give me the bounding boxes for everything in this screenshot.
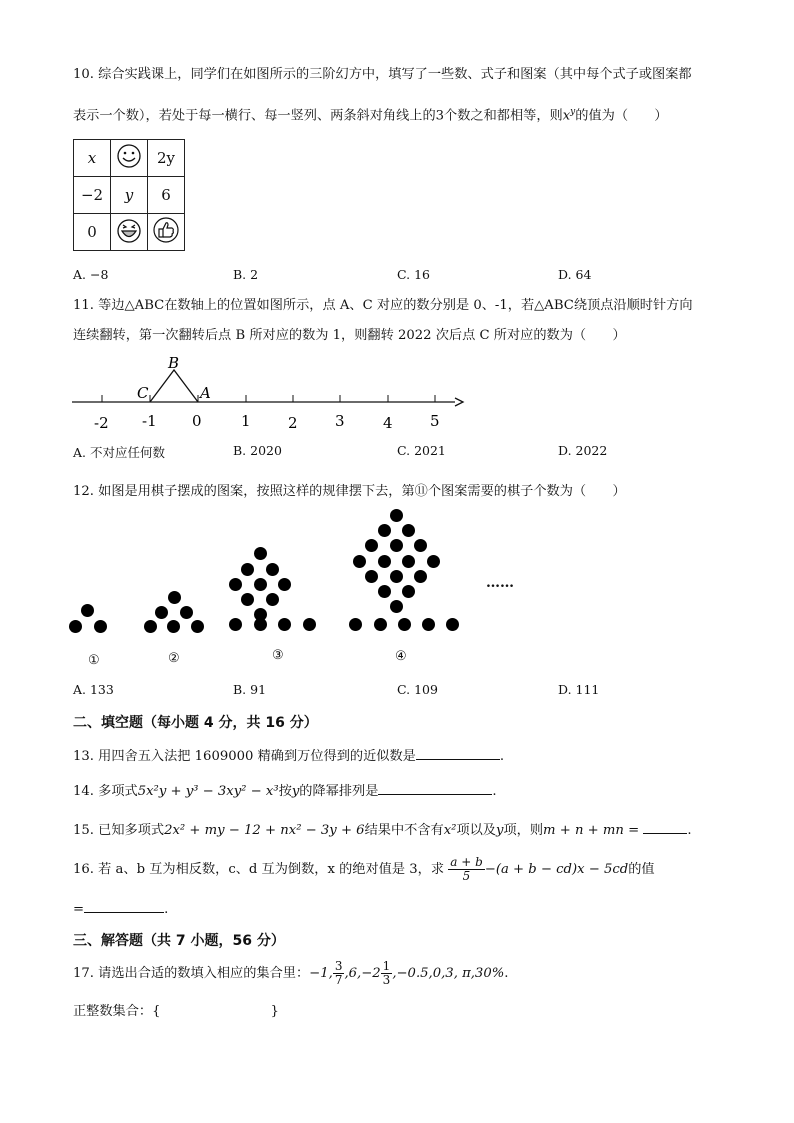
cell-y: y	[111, 177, 148, 214]
chess-piece-dot	[81, 604, 94, 617]
q12-option-c[interactable]: C. 109	[397, 682, 438, 697]
chess-piece-dot	[398, 618, 411, 631]
q16-line1: 16. 若 a、b 互为相反数，c、d 互为倒数，x 的绝对值是 3，求 $\frac{a + b}{5}$ −(a + b − cd)x − 5cd的值	[73, 855, 655, 883]
chess-piece-dot	[94, 620, 107, 633]
chess-piece-dot	[69, 620, 82, 633]
tick-label: 2	[288, 414, 298, 432]
answer-blank-13[interactable]	[416, 746, 500, 760]
chess-piece-dot	[144, 620, 157, 633]
pattern-label-1: ①	[88, 653, 100, 668]
chess-piece-dot	[446, 618, 459, 631]
tick-label: 1	[241, 412, 251, 430]
chess-piece-dot	[266, 593, 279, 606]
chess-piece-dot	[390, 600, 403, 613]
chess-piece-dot	[378, 524, 391, 537]
tick-label: 4	[383, 414, 393, 432]
chess-piece-dot	[402, 524, 415, 537]
chess-piece-dot	[390, 570, 403, 583]
chess-piece-dot	[168, 591, 181, 604]
answer-blank-14[interactable]	[378, 781, 492, 795]
q12-option-b[interactable]: B. 91	[233, 682, 267, 697]
chess-piece-dot	[254, 618, 267, 631]
answer-blank-15[interactable]	[643, 820, 687, 834]
q11-line2: 连续翻转，第一次翻转后点 B 所对应的数为 1，则翻转 2022 次后点 C 所对应的数为（ ）	[73, 328, 626, 343]
pattern-label-2: ②	[168, 651, 180, 666]
chess-piece-dot	[155, 606, 168, 619]
triangle-abc	[150, 370, 198, 402]
chess-piece-dot	[191, 620, 204, 633]
label-a: A	[200, 384, 211, 402]
q12-option-a[interactable]: A. 133	[73, 682, 114, 697]
tick-label: 3	[335, 412, 345, 430]
fraction-a-plus-b-over-5: $\frac{a + b}{5}$	[450, 855, 483, 883]
number-line-figure	[70, 350, 470, 435]
label-c: C	[137, 384, 149, 402]
cell-2y: 2y	[148, 140, 185, 177]
chess-piece-dot	[378, 555, 391, 568]
chess-piece-dot	[278, 618, 291, 631]
chess-piece-dot	[167, 620, 180, 633]
tick-label: -2	[94, 414, 109, 432]
chess-piece-dot	[353, 555, 366, 568]
chess-piece-dot	[374, 618, 387, 631]
ellipsis: ……	[486, 575, 514, 591]
q15: 15. 已知多项式2x² + my − 12 + nx² − 3y + 6结果中不含有x²项以及y项，则m + n + mn = .	[73, 820, 692, 840]
tick-label: 0	[192, 412, 202, 430]
chess-piece-dot	[254, 578, 267, 591]
pattern-label-4: ④	[395, 649, 407, 664]
pattern-label-3: ③	[272, 648, 284, 663]
laughing-face-icon	[111, 214, 148, 251]
q10-option-c[interactable]: C. 16	[397, 267, 430, 282]
chess-piece-dot	[402, 585, 415, 598]
chess-piece-dot	[349, 618, 362, 631]
chess-piece-dot	[241, 563, 254, 576]
magic-square	[73, 139, 185, 251]
q11-option-a[interactable]: A. 不对应任何数	[73, 445, 165, 460]
chess-piece-dot	[427, 555, 440, 568]
q10-line2: 表示一个数），若处于每一横行、每一竖列、两条斜对角线上的3个数之和都相等，则$x^y$的值为（ ）	[73, 107, 668, 124]
chess-piece-dot	[229, 578, 242, 591]
chess-piece-dot	[390, 539, 403, 552]
chess-piece-dot	[378, 585, 391, 598]
cell-x: x	[74, 140, 111, 177]
section-3-heading: 三、解答题（共 7 小题，56 分）	[73, 933, 285, 949]
chess-piece-dot	[241, 593, 254, 606]
thumbs-up-icon	[148, 214, 185, 251]
chess-piece-dot	[390, 509, 403, 522]
q11-option-d[interactable]: D. 2022	[558, 443, 608, 458]
chess-piece-dot	[414, 539, 427, 552]
q10-option-a[interactable]: A. −8	[73, 267, 109, 282]
chess-piece-dot	[278, 578, 291, 591]
q12-line1: 12. 如图是用棋子摆成的图案，按照这样的规律摆下去，第⑪个图案需要的棋子个数为（ ）	[73, 484, 626, 499]
tick-label: 5	[430, 412, 440, 430]
q13: 13. 用四舍五入法把 1609000 精确到万位得到的近似数是 .	[73, 746, 504, 766]
chess-piece-dot	[414, 570, 427, 583]
cell-6: 6	[148, 177, 185, 214]
section-2-heading: 二、填空题（每小题 4 分，共 16 分）	[73, 715, 318, 731]
chess-piece-dot	[303, 618, 316, 631]
q10-option-d[interactable]: D. 64	[558, 267, 592, 282]
q11-option-c[interactable]: C. 2021	[397, 443, 446, 458]
q11-option-b[interactable]: B. 2020	[233, 443, 282, 458]
label-b: B	[168, 354, 180, 372]
chess-piece-dot	[254, 608, 267, 621]
chess-piece-dot	[422, 618, 435, 631]
chess-piece-dot	[365, 570, 378, 583]
chess-piece-dot	[180, 606, 193, 619]
q10-line1: 10. 综合实践课上，同学们在如图所示的三阶幻方中，填写了一些数、式子和图案（其中每个式子或图案都	[73, 67, 692, 82]
smiley-face-icon	[111, 140, 148, 177]
q12-option-d[interactable]: D. 111	[558, 682, 600, 697]
q16-line2: = .	[73, 899, 168, 919]
q14: 14. 多项式5x²y + y³ − 3xy² − x³按y的降幂排列是 .	[73, 781, 497, 801]
q11-line1: 11. 等边△ABC在数轴上的位置如图所示，点 A、C 对应的数分别是 0、-1，若△ABC绕顶点沿顺时针方向	[73, 298, 693, 313]
chess-piece-dot	[402, 555, 415, 568]
positive-integer-set[interactable]: 正整数集合：{ }	[73, 1004, 279, 1019]
chess-piece-dot	[365, 539, 378, 552]
tick-label: -1	[142, 412, 157, 430]
chess-piece-dot	[229, 618, 242, 631]
cell-neg2: −2	[74, 177, 111, 214]
cell-0: 0	[74, 214, 111, 251]
chess-piece-dot	[266, 563, 279, 576]
answer-blank-16[interactable]	[84, 899, 164, 913]
q17: 17. 请选出合适的数填入相应的集合里：−1, $\frac{3}{7}$ ,6,−2 $\frac{1}{3}$ ,−0.5,0,3, π,30%.	[73, 959, 509, 987]
q10-option-b[interactable]: B. 2	[233, 267, 259, 282]
chess-piece-dot	[254, 547, 267, 560]
